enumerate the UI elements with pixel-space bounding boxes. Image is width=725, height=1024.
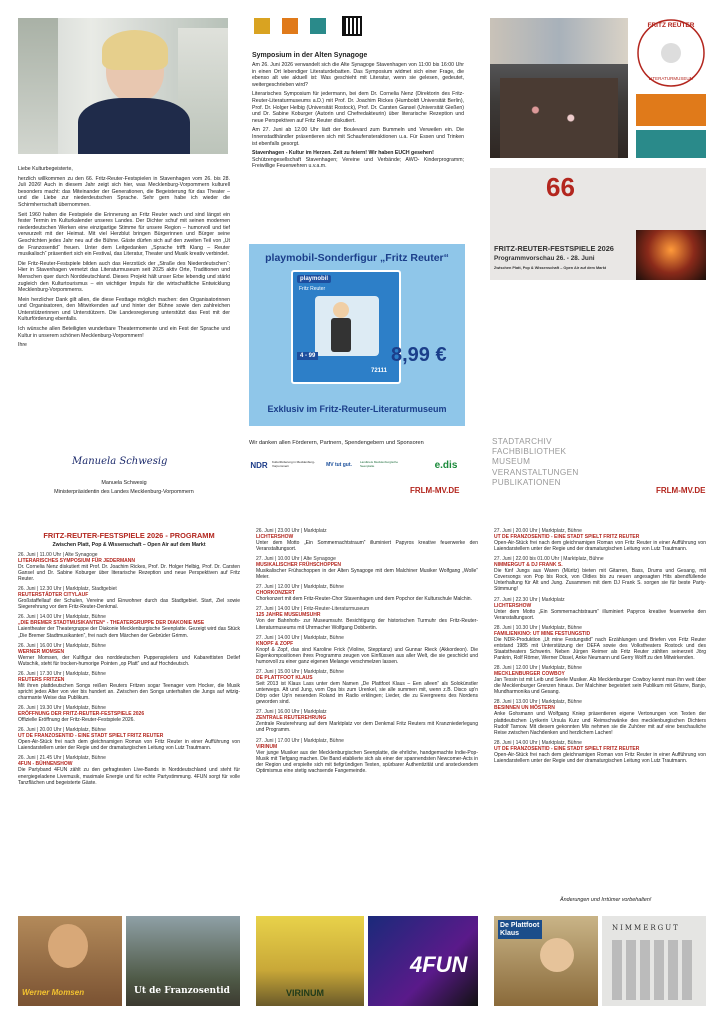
event-title: LICHTERSHOW: [256, 534, 294, 540]
program-event: [18, 614, 240, 638]
signer-role: Ministerpräsidentin des Landes Mecklenburg-Vorpommern: [54, 489, 194, 495]
event-description: Großstaffellauf der Schulen, Vereine und Einwohner durch das Stadtgebiet. Start, Ziel sowie Siegerehrung vor dem Fritz-Reuter-Denkmal.: [18, 598, 240, 611]
event-title: NIMMERGUT & DJ FRANK S.: [494, 562, 563, 569]
event-title: UT DE FRANZOSENTID - EINE STADT SPIELT FRITZ REUTER: [494, 745, 640, 752]
program-header: [18, 531, 240, 548]
event-description: Open-Air-Stück frei nach dem gleichnamigen Roman von Fritz Reuter in einer Aufführung von Laiendarstellern unter der Regie und der dramaturgischen Leitung von Lutz Trautmann.: [494, 751, 706, 764]
event-description: Chorkonzert mit dem Fritz-Reuter-Chor Stavenhagen und dem Popchor der Kulturschule Malchin.: [256, 596, 472, 603]
program-event: [256, 528, 478, 552]
fourfun-photo: 4FUN: [368, 916, 478, 1006]
event-title: VIRINUM: [256, 743, 278, 750]
program-subtitle: Zwischen Platt, Pop & Wissenschaft – Open Air auf dem Markt: [52, 542, 206, 548]
event-meta: 26. Juni | 23.00 Uhr | Marktplatz: [256, 528, 327, 534]
museum-services: [492, 437, 579, 488]
service-item: PUBLIKATIONEN: [492, 477, 561, 487]
event-meta: 26. Juni | 17.30 Uhr | Marktplatz, Bühne: [18, 670, 106, 677]
event-description: Unter dem Motto „Ein Sommernachtstraum“ illuminiert Papyros kreative feuerwerke den Veranstaltungsort.: [494, 608, 706, 621]
event-description: Dr. Cornelia Nenz diskutiert mit Prof. Dr. Joachim Rickes, Prof. Dr. Holger Helbig, Prof. Dr. Carsten Gansel und Dr. Sabine Koburger über literarische Rezeption und neue Perspektiven auf Fritz Reuter.: [18, 564, 240, 583]
program-col2: [256, 528, 478, 778]
program-event: [494, 597, 706, 621]
festival-card: [490, 168, 706, 280]
event-meta: 26. Juni | 14.00 Uhr | Marktplatz, Bühne: [18, 614, 106, 621]
program-event: [494, 699, 706, 735]
festival-title: FRITZ-REUTER-FESTSPIELE 2026: [494, 244, 614, 253]
teal-square: [310, 18, 326, 34]
ndr-logo: NDR: [250, 460, 268, 470]
promo-title: playmobil-Sonderfigur „Fritz Reuter“: [265, 252, 449, 264]
program-event: [18, 643, 240, 667]
event-description: Open-Air-Stück frei nach dem gleichnamigen Roman von Fritz Reuter in einer Aufführung von Laiendarstellern unter der Regie und der dramaturgischen Leitung von Lutz Trautmann.: [18, 739, 240, 752]
intro-paragraph: Mein herzlicher Dank gilt allen, die diese Festtage möglich machen: den Organisatorinnen und Organisatoren, den Mitwirkenden auf und hinter der Bühne sowie den zahlreichen Unterstützerinnen und Unterstützern. Die Landesregierung unterstützt das Fest mit der Kulturförderung ebenfalls.: [18, 296, 230, 323]
event-meta: 26. Juni | 20.00 Uhr | Marktplatz, Bühne: [18, 727, 106, 734]
festival-photo: [636, 230, 706, 280]
kulturfoerderung-logo: Kulturförderung in Mecklenburg-Vorpommern: [272, 460, 315, 468]
program-event: [256, 606, 478, 630]
event-meta: 27. Juni | 15.00 Uhr | Marktplatz, Bühne: [256, 668, 344, 675]
event-title: KNOPF & ZOPF: [256, 640, 294, 647]
teal-bar: [636, 130, 706, 158]
program-event: [18, 671, 240, 701]
nimmergut-photo: NIMMERGUT: [602, 916, 706, 1006]
url-middle: FRLM-MV.DE: [410, 486, 460, 495]
event-description: Jan Tessin ist mit Leib und Seele Musiker. Als Mecklenburger Cowboy kennt man ihn weit über die Mecklenburger Grenzen hinaus. Der Malchiner begeistert sein Publikum mit Gitarre, Banjo, Mundharmonika und Gesang.: [494, 677, 706, 696]
event-meta: 26. Juni | 11.00 Uhr | Alte Synagoge: [18, 552, 98, 558]
program-event: [494, 528, 706, 552]
orange-bar: [636, 94, 706, 126]
event-meta: 27. Juni | 14.00 Uhr | Fritz-Reuter-Literaturmuseum: [256, 606, 370, 613]
event-description: Mit ihren plattdeutschen Songs reißen Reuters Fritzen sogar Teenager vom Hocker, die Musik spricht jedes Alter von vier bis hundert an. Zwischen den Songs unterhalten die Jungs auf witzig-charmante Weise das Publikum.: [18, 682, 240, 702]
mv-logo: MV tut gut.: [326, 462, 352, 468]
event-title: UT DE FRANZOSENTID - EINE STADT SPIELT FRITZ REUTER: [494, 534, 640, 540]
event-description: Laientheater der Theatergruppe der Diakonie Mecklenburgische Seenplatte. Gezeigt wird das Stück „Die Bremer Stadtmusikanten“, frei nach dem Märchen der Gebrüder Grimm.: [18, 626, 240, 639]
event-description: Werner Momsen, der Kultfigur des norddeutschen Puppenspielers und Kabarettisten Detlef Wutschik, steht für trocken-humorige Pointen „op Platt“ und auf Hochdeutsch.: [18, 654, 240, 667]
event-meta: 27. Juni | 16.00 Uhr | Marktplatz: [256, 709, 327, 716]
sponsor-thanks: Wir danken allen Förderern, Partnern, Spendengebern und Sponsoren: [249, 440, 424, 446]
event-description: Von der Bahnhofs- zur Museumsuhr. Besichtigung der historischen Turmuhr des Fritz-Reuter-Literaturmuseums mit Uhrmacher Wolfgang Dobbertin.: [256, 618, 478, 631]
service-item: FACHBIBLIOTHEK: [492, 447, 567, 457]
program-title: FRITZ-REUTER-FESTSPIELE 2026 - PROGRAMM: [43, 531, 215, 540]
program-event: [494, 625, 706, 661]
program-event: [494, 556, 706, 592]
playmobil-promo: [249, 244, 465, 426]
playmobil-box: playmobil Fritz Reuter 4 - 99 72111: [291, 270, 401, 384]
closing: Ihre: [18, 342, 27, 349]
intro-paragraph: Seit 1960 halten die Festspiele die Erinnerung an Fritz Reuter wach und sind längst ein fester Termin im Kulturkalender unseres Landes. Der Dichter schuf mit seinen modernen niederdeutschen Werken eine einzigartige Stimme für unsere Region – humorvoll und tief verwurzelt mit der Heimat. Mit viel Herzblut bringen Bürgerinnen und Bürger seine Geschichten jedes Jahr neu auf die Bühne. Gäste dürfen sich auf den zweiten Teil von „Ut de Franzosentid“ freuen. Unter dem Leitgedanken „Sprache trifft Klang – Reuter musikalisch“ präsentiert sich ein Festival, das Literatur, Theater und Musik kreativ verbindet.: [18, 211, 230, 258]
event-description: Die fünf Jungs aus Waren (Müritz) bieten mit Gitarren, Bass, Drums und Gesang, mit Coversongs von Pop bis Rock, von Oldies bis zu neuen angesagten Hits abendfüllende Unterhaltung für Alt und Jung. Zusammen mit dem DJ Frank S. sorgen sie für beste Party-Stimmung!: [494, 568, 706, 593]
url-right: FRLM-MV.DE: [656, 486, 706, 495]
crowd-photo: [490, 18, 628, 158]
intro-paragraph: Ich wünsche allen Beteiligten wunderbare Theatermomente und ein Fest der Sprache und Kultur in unserem schönen Mecklenburg-Vorpommern!: [18, 326, 230, 339]
intro-letter: [18, 166, 230, 352]
event-title: UT DE FRANZOSENTID - EINE STADT SPIELT FRITZ REUTER: [18, 733, 164, 740]
event-description: Die Partyband 4FUN zählt zu den gefragtesten Live-Bands in Norddeutschland und steht für energiegeladene Livemusik, maximale Energie und für echte Partystimmung. 4FUN sorgt für volle Tanzflächen und begeisterte Gäste.: [18, 767, 240, 786]
werner-momsen-photo: Werner Momsen: [18, 916, 122, 1006]
event-meta: 27. Juni | 12.00 Uhr | Marktplatz, Bühne: [256, 584, 344, 591]
event-meta: 28. Juni | 12.00 Uhr | Marktplatz, Bühne: [494, 665, 582, 672]
event-title: ZENTRALE REUTEREHRUNG: [256, 715, 327, 722]
museum-logo: FRITZ REUTER LITERATURMUSEUM: [636, 18, 706, 88]
program-event: [18, 705, 240, 723]
event-title: MECKLENBURGER COWBOY: [494, 671, 565, 678]
festival-subtitle: Programmvorschau 26. - 28. Juni: [494, 255, 595, 262]
event-title: ERÖFFNUNG DER FRITZ-REUTER-FESTSPIELE 2026: [18, 711, 145, 718]
event-meta: 27. Juni | 14.00 Uhr | Marktplatz, Bühne: [256, 634, 344, 641]
program-event: [18, 586, 240, 610]
event-meta: 27. Juni | 10.00 Uhr | Alte Synagoge: [256, 556, 336, 563]
event-description: Seit 2013 ist Klaus Lass unter dem Namen „De Plattfoot Klaus – Een alleen“ als Solokünstler unterwegs. Alt und Jung, vom Opa bis zum Urenkel, sie alle summen mit, wenn z.B. Disco up'n Dörp oder Up'n nesenden Roland im Radio erklingen; Lieder, die zu Evergreens des Nordens geworden sind.: [256, 680, 478, 706]
event-description: Anke Gohsmann und Wolfgang Kniep präsentieren eigene Vertonungen von Texten der plattdeutschen Lyrikerin Ursula Kurz und Reimschwänke des mecklenburgischen Dichters Rudolf Tarnow. Mit diesem gekonnten Mix nehmen sie die Zuhörer mit auf eine beschauliche Reise zwischen Nachdenken und herzlichem Lachen!: [494, 711, 706, 736]
program-event: [256, 669, 478, 705]
program-event: [256, 556, 478, 580]
event-description: Knopf & Zopf, das sind Karoline Frick (Violine, Stepptanz) und Gunnar Rieck (Akkordeon). Die Eigenkompositionen ihres Programms zeugen von Einflüssen aus aller Welt, die sie geschickt und humorvoll zu einer ganz eigenen Melange verschmelzen lassen.: [256, 646, 478, 665]
event-meta: 28. Juni | 13.00 Uhr | Marktplatz, Bühne: [494, 699, 582, 706]
landkreis-logo: Landkreis Mecklenburgische Seenplatte: [360, 460, 399, 468]
program-event: [494, 740, 706, 764]
program-event: [256, 635, 478, 665]
signature: Manuela Schwesig: [72, 456, 168, 467]
event-title: CHORKONZERT: [256, 590, 295, 597]
gold-square: [254, 18, 270, 34]
portrait-photo: [18, 18, 228, 154]
event-title: 4FUN - BÜHNENSHOW: [18, 761, 73, 768]
event-title: LICHTERSHOW: [494, 602, 532, 609]
event-title: REUTERS FRITZEN: [18, 676, 65, 683]
program-col1: [18, 552, 240, 790]
event-description: Zentrale Reuterehrung auf dem Marktplatz vor dem Denkmal Fritz Reuters mit Kranzniederlegung und Programm.: [256, 721, 478, 734]
symposium-section: [252, 52, 464, 173]
event-description: Offizielle Eröffnung der Fritz-Reuter-Festspiele 2026.: [18, 717, 135, 724]
festival-number: 66: [546, 172, 575, 202]
event-meta: 27. Juni | 20.00 Uhr | Marktplatz, Bühne: [494, 528, 582, 534]
intro-paragraph: herzlich willkommen zu den 66. Fritz-Reuter-Festspielen in Stavenhagen vom 26. bis 28. Juli 2026! Auch in diesem Jahr zeigt sich hier, was Mecklenburg-Vorpommern kulturell besonders macht: das Miteinander der Generationen, die Begeisterung für das Theater – und die Liebe zur niederdeutschen Sprache. Sehr gern habe ich wieder die Schirmherrschaft übernommen.: [18, 175, 230, 208]
event-meta: 26. Juni | 19.30 Uhr | Marktplatz, Bühne: [18, 705, 106, 712]
service-item: MUSEUM: [492, 457, 531, 467]
event-title: MUSIKALISCHER FRÜHSCHOPPEN: [256, 562, 342, 569]
service-item: STADTARCHIV: [492, 437, 552, 446]
event-title: „DIE BREMER STADTMUSIKANTEN“ - THEATERGRUPPE DER DIAKONIE MSE: [18, 620, 205, 627]
signer-name: Manuela Schwesig: [101, 480, 147, 486]
event-meta: 26. Juni | 16.00 Uhr | Marktplatz, Bühne: [18, 642, 106, 649]
price: 8,99 €: [391, 344, 447, 366]
program-event: [494, 665, 706, 695]
franzosentid-photo: Ut de Franzosentid: [126, 916, 240, 1006]
program-event: [256, 738, 478, 774]
qr-code-icon: [342, 16, 362, 36]
event-description: Unter dem Motto „Ein Sommernachtstraum“ illuminiert Papyros kreative feuerwerke den Veranstaltungsort.: [256, 540, 478, 553]
event-description: Die NDR-Produktion „Ut mine Festungstid“ nach Erzählungen und Briefen von Fritz Reuter entstand 1985 mit Unterstützung der DEFA sowie des Volkstheaters Rostock und des Staatstheaters Schwerin. Neben Jürgen Reimer als Fritz Reuter zählten seinerzeit Jörg Pankrin, Rolf Römer, Werner Dissel, Anke Neumann und Gerry Wolff zu den Mitwirkenden.: [494, 636, 706, 662]
service-item: VERANSTALTUNGEN: [492, 467, 579, 477]
orange-square: [282, 18, 298, 34]
program-col3: [494, 528, 706, 768]
event-meta: 27. Juni | 17.00 Uhr | Marktplatz, Bühne: [256, 737, 344, 744]
virinum-photo: VIRINUM: [256, 916, 364, 1006]
program-event: [18, 552, 240, 582]
event-meta: 28. Juni | 14.00 Uhr | Marktplatz, Bühne: [494, 739, 582, 746]
event-title: BESINNEN UN MÖSTERN: [494, 705, 555, 712]
symposium-title: Symposium in der Alten Synagoge: [252, 52, 368, 59]
event-description: Open-Air-Stück frei nach dem gleichnamigen Roman von Fritz Reuter in einer Aufführung von Laiendarstellern unter der Regie und der dramaturgischen Leitung von Lutz Trautmann.: [494, 540, 706, 553]
event-title: LITERARISCHES SYMPOSIUM FÜR JEDERMANN: [18, 558, 135, 564]
event-title: REUTERSTÄDTER CITYLAUF: [18, 592, 89, 599]
plattfoot-klaus-photo: De Plattfoot Klaus: [494, 916, 598, 1006]
event-description: Musikalischer Frühschoppen in der Alten Synagoge mit dem Malchiner Musiker Wolfgang „Wolle“ Meier.: [256, 568, 478, 581]
program-event: [256, 709, 478, 733]
intro-paragraph: Die Fritz-Reuter-Festspiele bilden auch das Herzstück der „Straße des Niederdeutschen“: Hier in Stavenhagen vernetzt das Literaturmuseum seit 2025 aktiv Orte, Traditionen und Menschen quer durch Norddeutschland. Dieses Projekt hält unser Erbe lebendig und stärkt zugleich den Kulturtourismus – ein wichtiger Impuls für die wirtschaftliche Entwicklung Mecklenburg-Vorpommerns.: [18, 260, 230, 294]
event-description: Vier junge Musiker aus der Mecklenburgischen Seenplatte, die ehrliche, handgemachte Indie-Pop-Musik mit Tiefgang machen. Die Band etablierte sich als einer der spannendsten Newcomer-Acts in der Region und erspielte sich mit tiefgründigen Texten, spürbarer Authentizität und ansteckendem Optimismus eine stetig wachsende Fangemeinde.: [256, 749, 478, 774]
promo-footer: Exklusiv im Fritz-Reuter-Literaturmuseum: [267, 404, 447, 414]
festival-tagline: Zwischen Platt, Pop & Wissenschaft – Open Air auf dem Markt: [494, 266, 607, 270]
greeting: Liebe Kulturbegeisterte,: [18, 166, 73, 172]
event-meta: 27. Juni | 22.30 Uhr | Marktplatz: [494, 596, 565, 603]
symposium-text: Am 26. Juni 2026 verwandelt sich die Alte Synagoge Stavenhagen von 11:00 bis 16:00 Uhr in einen Ort lebendiger Literaturdebatten. Das Symposium widmet sich einer Frage, die ebenso alt wie aktuell ist: Was geschieht mit Literatur, wenn sie gelesen, gedeutet, weitergeschrieben wird? Literarisches Symposium für jedermann, bei dem Dr. Cornelia Nenz (Direktorin des Fritz-Reuter-Literaturmuseums a.D.) mit Prof. Dr. Joachim Rickes (Humboldt Universität Berlin), Prof. Dr. Holger Helbig (Universität Rostock), Prof. Dr. Carsten Gansel (Universität Gießen) und Dr. Sabine Koburger (Autorin und Chefredakteurin) über literarische Rezeption und neue Perspektiven auf Fritz Reuter diskutiert. Am 27. Juni ab 12.00 Uhr lädt der Boulevard zum Bummeln und Verweilen ein. Die Innenstadthändler präsentieren sich mit Schaufensteraktionen u.a. Für Essen und Trinken ist ebenfalls gesorgt. Stavenhagen - Kultur im Herzen. Zeit zu feiern! Wir haben EUCH gesehen! Schützengesellschaft Stavenhagen; Vereine und Verbände; AWO- Kinderprogramm; Freiwillige Feuerwehren u.v.a.m.: [252, 62, 464, 170]
event-meta: 28. Juni | 10.30 Uhr | Marktplatz, Bühne: [494, 624, 582, 631]
program-event: [18, 727, 240, 751]
event-title: WERNER MOMSEN: [18, 648, 65, 655]
event-meta: 26. Juni | 21.45 Uhr | Marktplatz, Bühne: [18, 755, 106, 762]
program-note: Änderungen und Irrtümer vorbehalten!: [560, 897, 652, 903]
event-meta: 26. Juni | 12.30 Uhr | Marktplatz, Stadtgebiet: [18, 586, 117, 593]
event-meta: 27. Juni | 22.00 bis 01.00 Uhr | Marktplatz, Bühne: [494, 556, 604, 563]
event-title: 125 JAHRE MUSEUMSUHR: [256, 612, 321, 619]
event-title: DE PLATTFOOT KLAUS: [256, 674, 313, 681]
event-title: FAMILIENKINO: UT MINE FESTUNGSTID: [494, 630, 591, 637]
edis-logo: e.dis: [434, 459, 458, 471]
program-event: [18, 755, 240, 785]
program-event: [256, 584, 478, 602]
